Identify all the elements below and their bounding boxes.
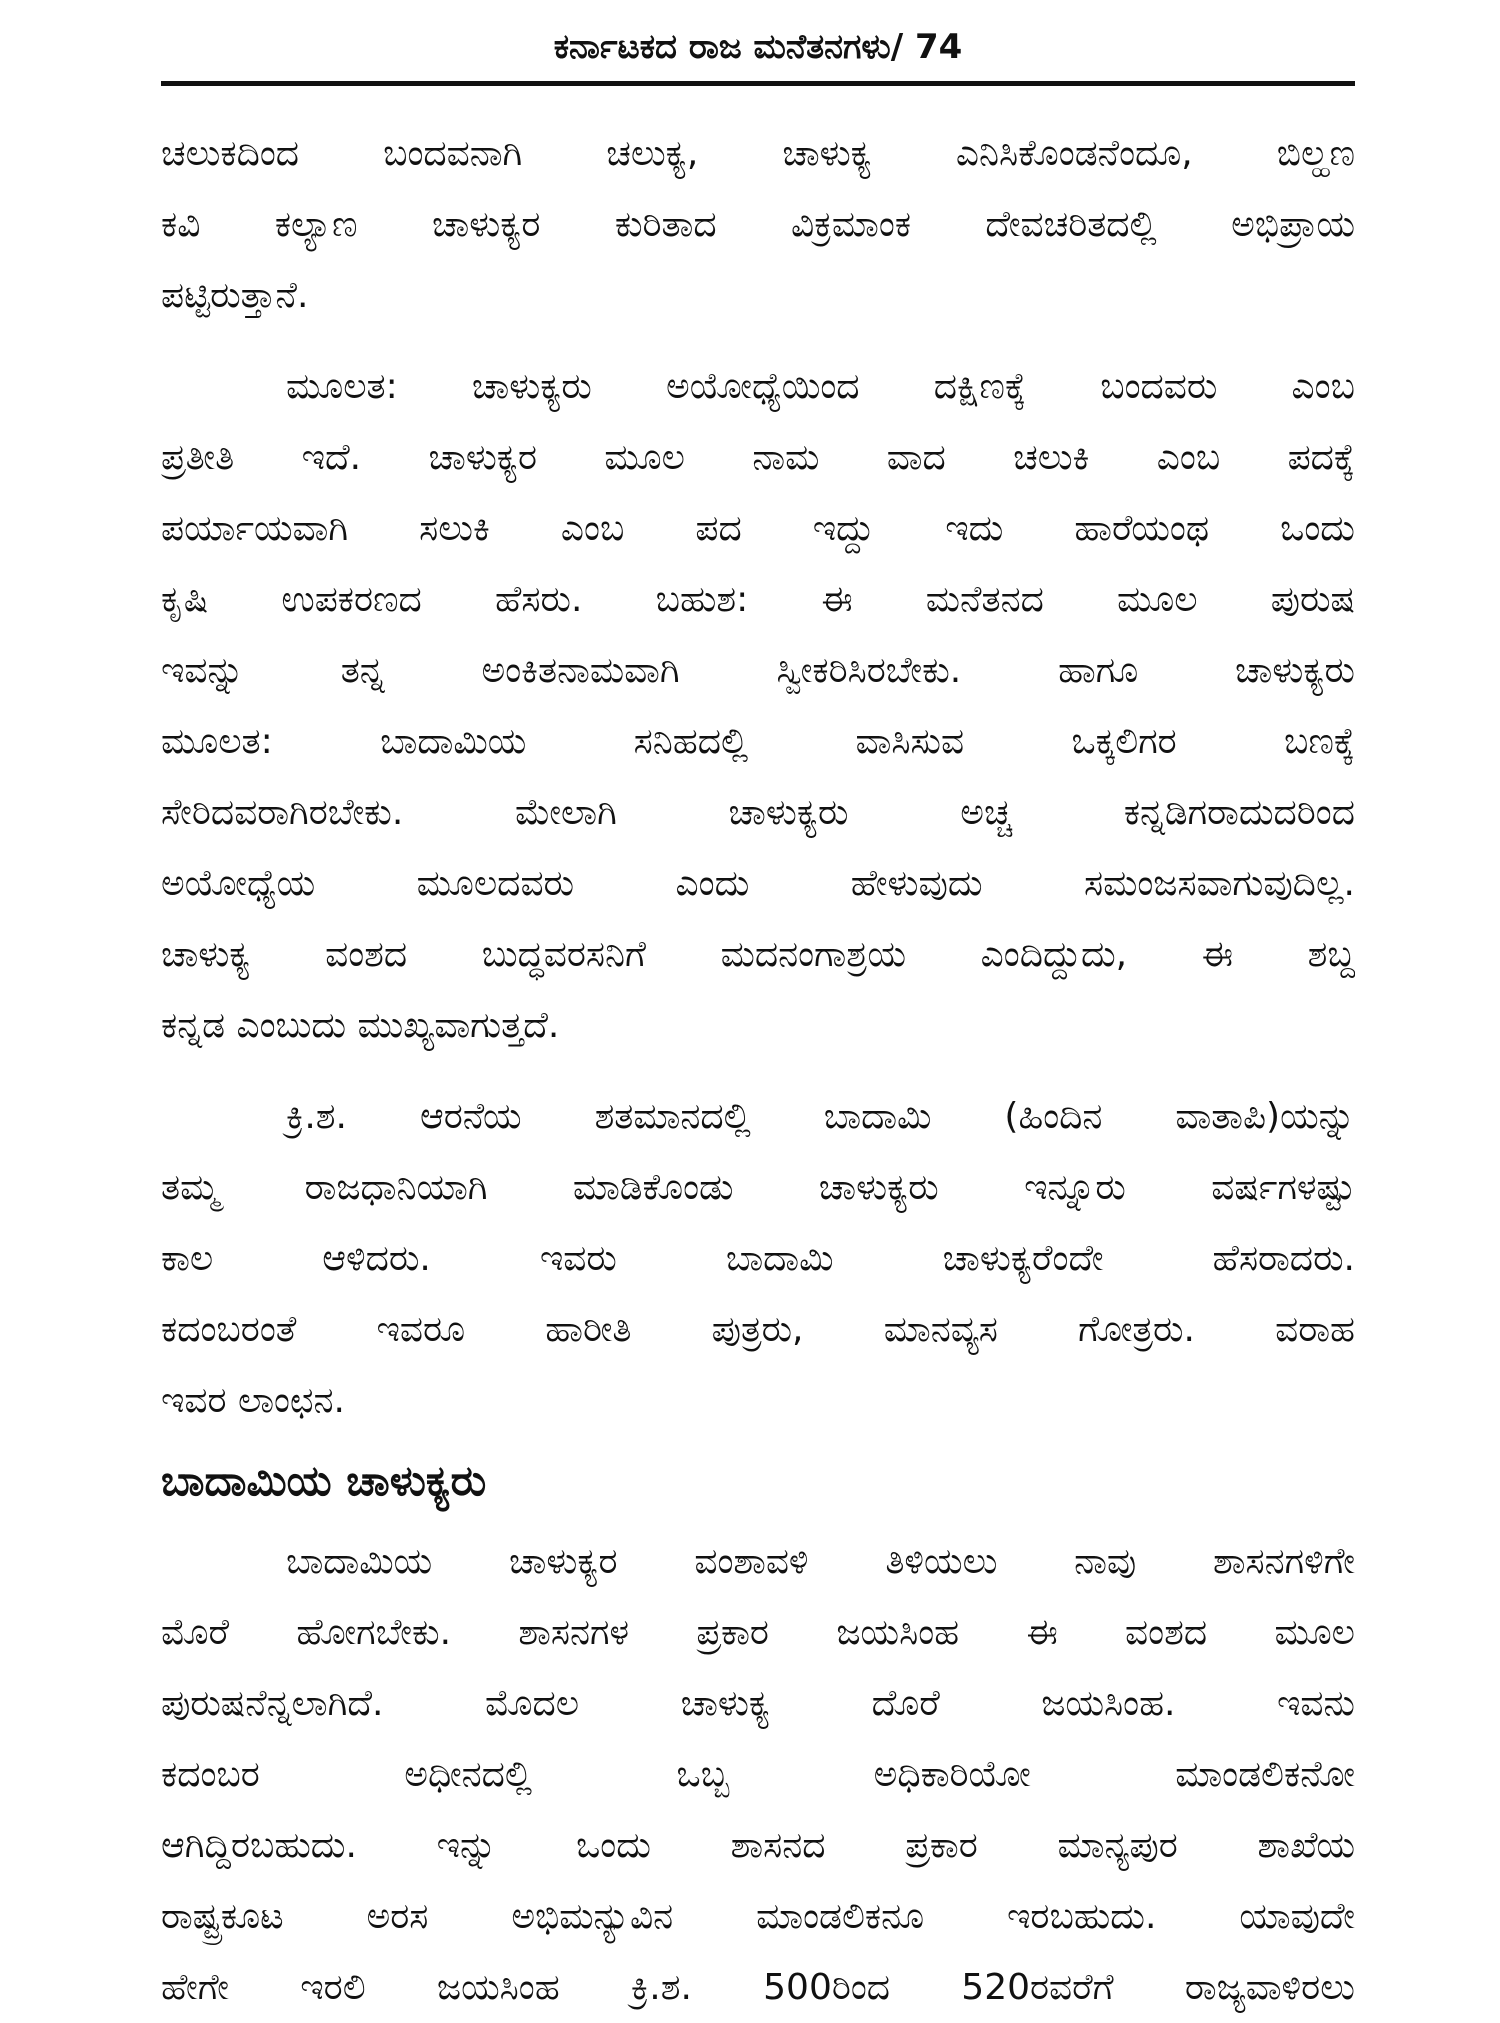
text-line: ಇವರ ಲಾಂಛನ. xyxy=(161,1380,345,1421)
text-line: ಕವಿ ಕಲ್ಯಾಣ ಚಾಳುಕ್ಯರ ಕುರಿತಾದ ವಿಕ್ರಮಾಂಕ ದೇವಚರಿತದಲ್ಲಿ ಅಭಿಪ್ರಾಯ xyxy=(161,204,1355,245)
text-line: ಕೃಷಿ ಉಪಕರಣದ ಹೆಸರು. ಬಹುಶ: ಈ ಮನೆತನದ ಮೂಲ ಪುರುಷ xyxy=(161,579,1355,620)
text-line: ಮೂಲತ: ಬಾದಾಮಿಯ ಸನಿಹದಲ್ಲಿ ವಾಸಿಸುವ ಒಕ್ಕಲಿಗರ ಬಣಕ್ಕೆ xyxy=(161,721,1355,762)
text-line: ಕ್ರಿ.ಶ. ಆರನೆಯ ಶತಮಾನದಲ್ಲಿ ಬಾದಾಮಿ (ಹಿಂದಿನ ವಾತಾಪಿ)ಯನ್ನು xyxy=(286,1096,1355,1137)
text-line: ಮೊರೆ ಹೋಗಬೇಕು. ಶಾಸನಗಳ ಪ್ರಕಾರ ಜಯಸಿಂಹ ಈ ವಂಶದ ಮೂಲ xyxy=(161,1612,1355,1653)
text-line: ಹೇಗೇ ಇರಲಿ ಜಯಸಿಂಹ ಕ್ರಿ.ಶ. 500ರಿಂದ 520ರವರೆಗೆ ರಾಜ್ಯವಾಳಿರಲು xyxy=(161,1967,1355,2008)
paragraph xyxy=(161,1526,1355,2023)
paragraph xyxy=(161,351,1355,1061)
text-line: ಮೂಲತ: ಚಾಳುಕ್ಯರು ಅಯೋಧ್ಯೆಯಿಂದ ದಕ್ಷಿಣಕ್ಕೆ ಬಂದವರು ಎಂಬ xyxy=(286,366,1355,407)
text-line: ಚಲುಕದಿಂದ ಬಂದವನಾಗಿ ಚಲುಕ್ಯ, ಚಾಳುಕ್ಯ ಎನಿಸಿಕೊಂಡನೆಂದೂ, ಬಿಲ್ಹಣ xyxy=(161,133,1355,174)
paragraph xyxy=(161,118,1355,331)
text-line: ಕದಂಬರ ಅಧೀನದಲ್ಲಿ ಒಬ್ಬ ಅಧಿಕಾರಿಯೋ ಮಾಂಡಲಿಕನೋ xyxy=(161,1754,1355,1795)
text-line: ಕದಂಬರಂತೆ ಇವರೂ ಹಾರೀತಿ ಪುತ್ರರು, ಮಾನವ್ಯಸ ಗೋತ್ರರು. ವರಾಹ xyxy=(161,1309,1355,1350)
text-line: ತಮ್ಮ ರಾಜಧಾನಿಯಾಗಿ ಮಾಡಿಕೊಂಡು ಚಾಳುಕ್ಯರು ಇನ್ನೂರು ವರ್ಷಗಳಷ್ಟು xyxy=(161,1167,1355,1208)
text-line: ಸೇರಿದವರಾಗಿರಬೇಕು. ಮೇಲಾಗಿ ಚಾಳುಕ್ಯರು ಅಚ್ಚ ಕನ್ನಡಿಗರಾದುದರಿಂದ xyxy=(161,792,1355,833)
text-line: ಕನ್ನಡ ಎಂಬುದು ಮುಖ್ಯವಾಗುತ್ತದೆ. xyxy=(161,1005,560,1046)
text-line: ಬಾದಾಮಿಯ ಚಾಳುಕ್ಯರ ವಂಶಾವಳಿ ತಿಳಿಯಲು ನಾವು ಶಾಸನಗಳಿಗೇ xyxy=(286,1541,1355,1582)
page-body xyxy=(161,118,1355,2023)
text-line: ಅಯೋಧ್ಯೆಯ ಮೂಲದವರು ಎಂದು ಹೇಳುವುದು ಸಮಂಜಸವಾಗುವುದಿಲ್ಲ. xyxy=(161,863,1355,904)
section-heading: ಬಾದಾಮಿಯ ಚಾಳುಕ್ಯರು xyxy=(161,1456,487,1505)
text-line: ಕಾಲ ಆಳಿದರು. ಇವರು ಬಾದಾಮಿ ಚಾಳುಕ್ಯರೆಂದೇ ಹೆಸರಾದರು. xyxy=(161,1238,1355,1279)
header-rule xyxy=(161,81,1355,86)
text-line: ಪ್ರತೀತಿ ಇದೆ. ಚಾಳುಕ್ಯರ ಮೂಲ ನಾಮ ವಾದ ಚಲುಕಿ ಎಂಬ ಪದಕ್ಕೆ xyxy=(161,437,1355,478)
text-line: ಚಾಳುಕ್ಯ ವಂಶದ ಬುದ್ಧವರಸನಿಗೆ ಮದನಂಗಾಶ್ರಯ ಎಂದಿದ್ದುದು, ಈ ಶಬ್ದ xyxy=(161,934,1355,975)
text-line: ಇವನ್ನು ತನ್ನ ಅಂಕಿತನಾಮವಾಗಿ ಸ್ವೀಕರಿಸಿರಬೇಕು. ಹಾಗೂ ಚಾಳುಕ್ಯರು xyxy=(161,650,1355,691)
text-line: ಪರ್ಯಾಯವಾಗಿ ಸಲುಕಿ ಎಂಬ ಪದ ಇದ್ದು ಇದು ಹಾರೆಯಂಥ ಒಂದು xyxy=(161,508,1355,549)
running-header: ಕರ್ನಾಟಕದ ರಾಜ ಮನೆತನಗಳು/ 74 xyxy=(553,27,963,67)
text-line: ಪಟ್ಟಿರುತ್ತಾನೆ. xyxy=(161,275,309,316)
text-line: ರಾಷ್ಟ್ರಕೂಟ ಅರಸ ಅಭಿಮನ್ಯುವಿನ ಮಾಂಡಲಿಕನೂ ಇರಬಹುದು. ಯಾವುದೇ xyxy=(161,1896,1355,1937)
paragraph xyxy=(161,1081,1355,1436)
text-line: ಆಗಿದ್ದಿರಬಹುದು. ಇನ್ನು ಒಂದು ಶಾಸನದ ಪ್ರಕಾರ ಮಾನ್ಯಪುರ ಶಾಖೆಯ xyxy=(161,1825,1355,1866)
text-line: ಪುರುಷನೆನ್ನಲಾಗಿದೆ. ಮೊದಲ ಚಾಳುಕ್ಯ ದೊರೆ ಜಯಸಿಂಹ. ಇವನು xyxy=(161,1683,1355,1724)
